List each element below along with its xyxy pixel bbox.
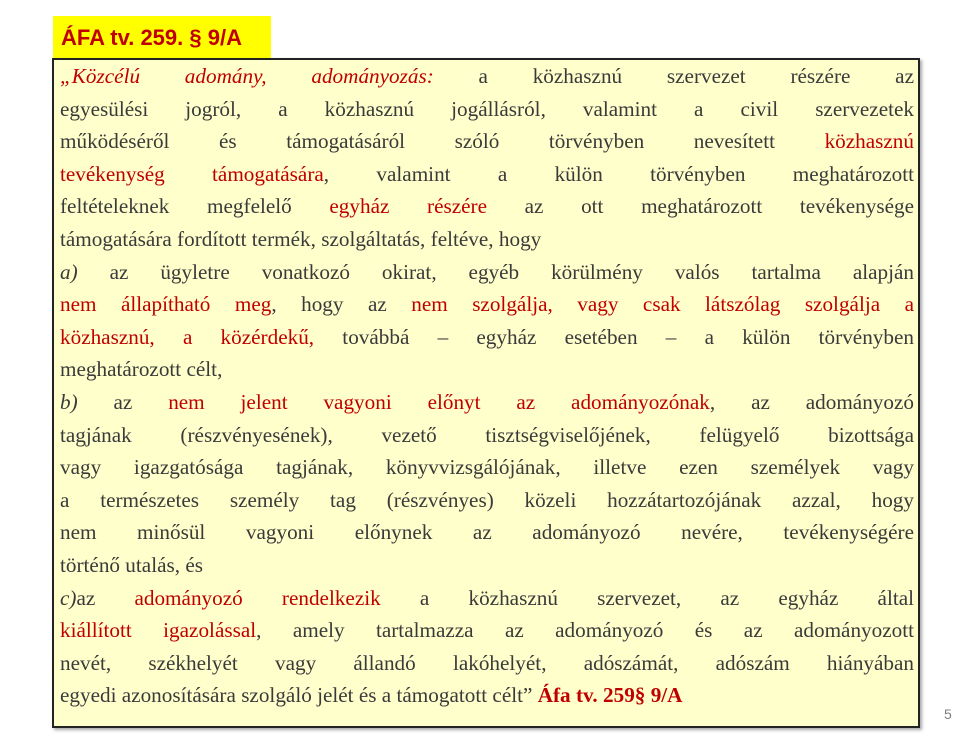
text-span: , valamint a külön törvényben meghatározott: [323, 161, 914, 186]
text-line: [60, 93, 914, 126]
text-line: [60, 614, 914, 647]
text-line: [60, 516, 914, 549]
text-span: szolgálja, vagy csak látszólag szolgálja a: [447, 292, 914, 317]
text-line: [60, 321, 914, 354]
text-span: az: [76, 585, 135, 610]
text-line: [60, 647, 914, 680]
text-span: tagjának (részvényesének), vezető tisztségviselőjének, felügyelő bizottsága: [60, 422, 914, 447]
text-span: „Közcélú adomány, adományozás:: [60, 64, 434, 88]
text-line: [60, 125, 914, 158]
text-line: [60, 60, 914, 93]
text-span: , az adományozó: [709, 389, 914, 414]
text-line: [60, 288, 914, 321]
text-span: nem állapítható meg: [60, 292, 272, 317]
text-span: történő utalás, és: [60, 552, 203, 577]
text-span: vagy igazgatósága tagjának, könyvvizsgálójának, illetve ezen személyek vagy: [60, 455, 914, 480]
text-span: Áfa tv. 259§ 9/A: [537, 683, 683, 708]
text-span: tevékenység támogatására: [60, 161, 324, 186]
text-span: az ott meghatározott tevékenysége: [487, 194, 915, 219]
text-span: támogatására fordított termék, szolgáltatás, feltéve, hogy: [60, 226, 542, 251]
text-span: c): [60, 585, 77, 610]
text-line: [60, 419, 914, 452]
text-span: kiállított igazolással: [60, 618, 257, 643]
text-span: a közhasznú szervezet részére az: [433, 64, 914, 88]
text-span: egyesülési jogról, a közhasznú jogállásról, valamint a civil szervezetek: [60, 96, 914, 121]
text-span: a közhasznú szervezet, az egyház által: [380, 585, 915, 610]
text-span: , amely tartalmazza az adományozó és az adományozott: [256, 618, 914, 643]
text-span: működéséről és támogatásáról szóló törvényben nevesített: [60, 129, 825, 154]
text-line: [60, 223, 914, 256]
text-span: az ügyletre vonatkozó okirat, egyéb körülmény valós tartalma alapján: [77, 259, 914, 284]
text-span: nem minősül vagyoni előnynek az adományozó nevére, tevékenységére: [60, 520, 914, 545]
text-span: nevét, székhelyét vagy állandó lakóhelyét, adószámát, adószám hiányában: [60, 650, 914, 675]
text-span: nem: [411, 292, 448, 317]
text-span: közhasznú: [824, 129, 914, 154]
text-line: [60, 484, 914, 517]
text-span: meghatározott célt,: [60, 357, 223, 382]
text-span: egyház részére: [329, 194, 487, 219]
text-span: közhasznú, a közérdekű,: [60, 324, 315, 349]
text-span: egyedi azonosítására szolgáló jelét és a támogatott célt”: [60, 683, 538, 708]
text-line: [60, 158, 914, 191]
text-span: , hogy az: [271, 292, 412, 317]
page-number: 5: [944, 706, 952, 722]
text-line: [60, 451, 914, 484]
text-line: [60, 582, 914, 615]
text-line: [60, 386, 914, 419]
text-line: [60, 190, 914, 223]
text-span: nem jelent vagyoni előnyt az adományozónak: [168, 389, 710, 414]
text-span: az: [77, 389, 169, 414]
legal-text: [60, 60, 914, 712]
text-span: továbbá – egyház esetében – a külön törvényben: [314, 324, 914, 349]
text-span: b): [60, 389, 78, 414]
text-span: feltételeknek megfelelő: [60, 194, 330, 219]
text-span: adományozó rendelkezik: [134, 585, 381, 610]
slide-title: ÁFA tv. 259. § 9/A: [53, 16, 271, 60]
text-span: a): [60, 259, 78, 284]
text-line: [60, 679, 914, 712]
text-line: [60, 549, 914, 582]
text-span: a természetes személy tag (részvényes) közeli hozzátartozójának azzal, hogy: [60, 487, 914, 512]
text-line: [60, 256, 914, 289]
text-line: [60, 353, 914, 386]
